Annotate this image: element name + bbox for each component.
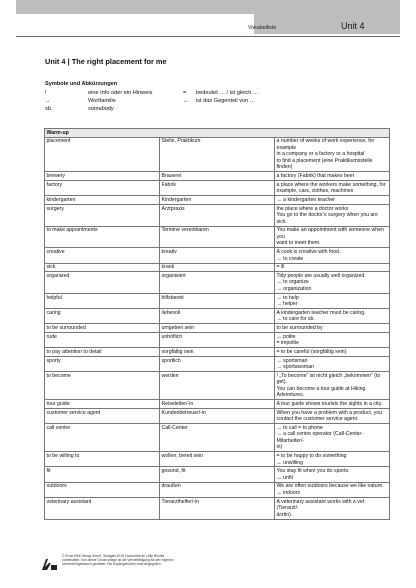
term-english: factory: [45, 181, 160, 196]
example-line: a place where the workers make something, for: [276, 181, 386, 188]
page-header: [16, 0, 400, 36]
symbol-sb: sb.: [45, 106, 53, 112]
term-german: Call-Center: [160, 424, 275, 452]
table-row: [45, 196, 390, 205]
term-german: Termine vereinbaren: [160, 226, 275, 248]
symbol-arrow-text: Wortfamilie: [88, 98, 116, 104]
example-line: → to help: [276, 294, 299, 301]
section-row: [45, 129, 390, 138]
term-german: krank: [160, 263, 275, 272]
term-english: customer service agent: [45, 408, 160, 423]
example-line: We are often outdoors because we like nature.: [276, 483, 384, 490]
term-german: gesund, fit: [160, 467, 275, 482]
table-row: [45, 467, 390, 482]
term-example: [275, 400, 390, 409]
term-example: [275, 263, 390, 272]
term-english: kindergarten: [45, 196, 160, 205]
term-english: to make appointments: [45, 226, 160, 248]
term-english: outdoors: [45, 482, 160, 497]
table-row: [45, 293, 390, 308]
symbols-heading: Symbole und Abkürzungen: [45, 81, 118, 87]
term-example: [275, 348, 390, 357]
term-german: organisiert: [160, 272, 275, 294]
term-english: to become: [45, 372, 160, 400]
table-row: [45, 248, 390, 263]
example-line: = impolite: [276, 340, 299, 347]
term-english: helpful: [45, 293, 160, 308]
example-line: You go to the doctor’s surgery when you are sick.: [276, 212, 378, 225]
table-row: [45, 356, 390, 371]
table-row: [45, 272, 390, 294]
term-english: fit: [45, 467, 160, 482]
example-line: = ill: [276, 264, 285, 271]
term-example: [275, 172, 390, 181]
term-german: draußen: [160, 482, 275, 497]
term-example: [275, 408, 390, 423]
example-line: ↔ indoors: [276, 489, 301, 496]
term-english: surgery: [45, 204, 160, 226]
term-german: Brauerei: [160, 172, 275, 181]
term-english: tour guide: [45, 400, 160, 409]
table-row: [45, 482, 390, 497]
example-line: Tidy people are usually well organized.: [276, 272, 366, 279]
symbol-opposite-text: ist das Gegenteil von …: [196, 98, 256, 104]
example-line: A cook is creative with food.: [276, 249, 341, 256]
term-english: sporty: [45, 356, 160, 371]
term-english: call centre: [45, 424, 160, 452]
copyright-notice: [62, 554, 262, 567]
term-example: [275, 181, 390, 196]
copyright-line: Unterrichtsgebrauch gestattet. Die Kopiergebühren sind abgegolten.: [62, 562, 162, 567]
example-line: ↔ unfit: [276, 474, 293, 481]
table-row: [45, 309, 390, 324]
example-line: to find a placement (eine Praktikumsstelle finden): [276, 157, 373, 171]
term-german: Arztpraxis: [160, 204, 275, 226]
example-line: → to care for sb.: [276, 316, 315, 323]
table-row: [45, 424, 390, 452]
example-line: A kindergarten teacher must be caring.: [276, 309, 366, 316]
term-example: [275, 137, 390, 172]
term-english: placement: [45, 137, 160, 172]
term-english: creative: [45, 248, 160, 263]
term-example: [275, 248, 390, 263]
table-row: [45, 372, 390, 400]
example-line: in): [276, 444, 283, 451]
symbol-equals-text: bedeutet … / ist gleich …: [196, 90, 259, 96]
table-row: [45, 226, 390, 248]
term-example: [275, 309, 390, 324]
symbol-equals: =: [183, 90, 187, 96]
example-line: When you have a problem with a product, you: [276, 409, 383, 416]
example-line: ärztin).: [276, 511, 293, 518]
example-line: A veterinary assistant works with a vet (Tierarzt/-: [276, 498, 365, 512]
example-line: A tour guide shows tourists the sights in a city.: [276, 400, 383, 407]
term-english: organized: [45, 272, 160, 294]
table-row: [45, 324, 390, 333]
term-example: [275, 497, 390, 519]
example-line: You can become a tour guide at Hiking Adventures.: [276, 385, 366, 399]
table-row: [45, 263, 390, 272]
table-row: [45, 400, 390, 409]
term-example: [275, 196, 390, 205]
term-german: liebevoll: [160, 309, 275, 324]
term-example: [275, 204, 390, 226]
example-line: ↔ unwilling: [276, 459, 304, 466]
example-line: → helper: [276, 301, 298, 308]
table-row: [45, 204, 390, 226]
term-german: Kindergarten: [160, 196, 275, 205]
term-german: sportlich: [160, 356, 275, 371]
example-line: the place where a doctor works: [276, 205, 349, 212]
term-german: Fabrik: [160, 181, 275, 196]
example-line: You make an appointment with someone when you: [276, 227, 384, 240]
example-line: = to be careful (sorgfältig sein): [276, 348, 347, 355]
page-footer: [40, 553, 240, 581]
example-line: → sportsman: [276, 357, 308, 364]
example-line: ↔ polite: [276, 333, 296, 340]
symbol-opposite: ↔: [183, 98, 189, 104]
header-divider: [16, 36, 400, 37]
table-row: [45, 452, 390, 467]
term-german: sorgfältig sein: [160, 348, 275, 357]
example-line: want to meet them.: [276, 240, 321, 247]
copyright-line: © Ernst Klett Verlag GmbH, Stuttgart 2015 | www.klett.de | Alle Rechte: [62, 554, 165, 558]
table-row: [45, 172, 390, 181]
term-german: Stelle, Praktikum: [160, 137, 275, 172]
term-english: veterinary assistant: [45, 497, 160, 519]
example-line: → to call = to phone: [276, 424, 323, 431]
header-white-panel: [16, 14, 254, 36]
header-unit: Unit 4: [341, 21, 365, 31]
term-example: [275, 467, 390, 482]
example-line: = to be happy to do something: [276, 453, 347, 460]
example-line: → a call centre operator (Call-Center-Mitarbeiter/-: [276, 431, 363, 444]
symbol-info-text: eine Info oder ein Hinweis: [88, 90, 153, 96]
term-german: kreativ: [160, 248, 275, 263]
term-english: sick: [45, 263, 160, 272]
term-german: Tierarzthelfer/-in: [160, 497, 275, 519]
copyright-line: vorbehalten. Von dieser Druckvorlage ist die Vervielfältigung für den eigenen: [62, 558, 174, 563]
symbol-info: !: [45, 90, 47, 96]
term-example: [275, 424, 390, 452]
example-line: a factory (Fabrik) that makes beer: [276, 173, 355, 180]
term-english: caring: [45, 309, 160, 324]
term-german: Reiseleiter/-in: [160, 400, 275, 409]
term-example: [275, 324, 390, 333]
term-german: wollen, bereit sein: [160, 452, 275, 467]
term-example: [275, 226, 390, 248]
term-german: werden: [160, 372, 275, 400]
term-english: brewery: [45, 172, 160, 181]
table-row: [45, 408, 390, 423]
term-english: to be willing to: [45, 452, 160, 467]
symbol-sb-text: somebody: [88, 106, 114, 112]
example-line: to be surrounded by: [276, 325, 323, 332]
term-example: [275, 332, 390, 347]
symbol-arrow: →: [45, 98, 51, 104]
term-english: to pay attention to detail: [45, 348, 160, 357]
term-example: [275, 356, 390, 371]
example-line: → organization: [276, 285, 312, 292]
example-line: a number of weeks of work experience, for example: [276, 138, 375, 151]
table-row: [45, 137, 390, 172]
page-title: Unit 4 | The right placement for me: [45, 57, 167, 66]
klett-logo-icon: [40, 555, 58, 573]
term-example: [275, 272, 390, 294]
table-row: [45, 497, 390, 519]
example-line: in a company or a factory or a hospital: [276, 151, 365, 158]
term-example: [275, 293, 390, 308]
term-german: umgeben sein: [160, 324, 275, 333]
term-example: [275, 372, 390, 400]
example-line: → to create: [276, 255, 304, 262]
table-row: [45, 348, 390, 357]
section-header: Warm-up: [45, 129, 390, 138]
vocabulary-table: [44, 128, 390, 520]
term-german: hilfsbereit: [160, 293, 275, 308]
term-example: [275, 482, 390, 497]
example-line: contact the customer service agent.: [276, 416, 359, 423]
example-line: → to organize: [276, 279, 309, 286]
term-english: to be surrounded: [45, 324, 160, 333]
header-subtitle: Vokabelliste: [248, 25, 277, 31]
example-line: ! „To become“ ist nicht gleich „bekommen“ (to get).: [276, 372, 381, 386]
example-line: → a kindergarten teacher: [276, 197, 336, 204]
example-line: You stay fit when you do sports.: [276, 468, 350, 475]
example-line: → sportswoman: [276, 364, 314, 371]
term-english: rude: [45, 332, 160, 347]
table-row: [45, 332, 390, 347]
term-german: Kundenbetreuer/-in: [160, 408, 275, 423]
term-example: [275, 452, 390, 467]
table-row: [45, 181, 390, 196]
term-german: unhöflich: [160, 332, 275, 347]
example-line: example, cars, clothes, machines: [276, 188, 354, 195]
